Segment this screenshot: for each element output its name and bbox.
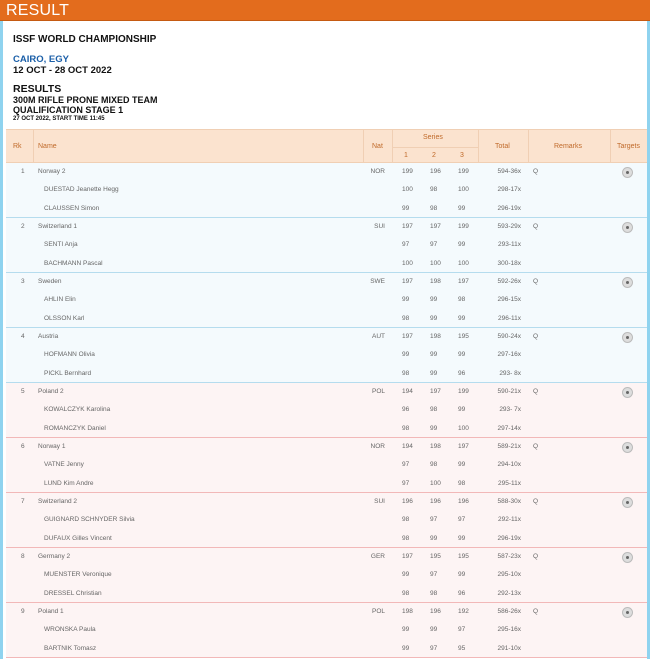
athlete-series-1: 99 (402, 626, 410, 634)
team-row (6, 328, 647, 346)
team-row (6, 163, 647, 181)
col-series-1: 1 (404, 152, 408, 159)
table-body (6, 163, 647, 658)
athlete-total: 293- 7x (499, 406, 521, 414)
col-name: Name (38, 143, 57, 150)
athlete-row (6, 640, 647, 658)
team-row-group (6, 163, 647, 218)
team-total: 593-29x (497, 223, 521, 230)
col-remarks: Remarks (554, 143, 583, 150)
team-series-2: 197 (430, 388, 441, 395)
team-series-3: 192 (458, 608, 469, 615)
athlete-series-1: 97 (402, 479, 410, 487)
athlete-series-3: 100 (458, 186, 469, 194)
team-name: Sweden (38, 278, 62, 285)
target-icon[interactable] (622, 607, 633, 618)
athlete-total: 293-11x (497, 241, 521, 249)
athlete-name: CLAUSSEN Simon (44, 204, 100, 212)
athlete-series-2: 98 (430, 204, 438, 212)
athlete-series-2: 99 (430, 626, 438, 634)
team-name: Poland 1 (38, 608, 64, 615)
athlete-row (6, 585, 647, 603)
target-icon[interactable] (622, 332, 633, 343)
athlete-series-2: 97 (430, 241, 438, 249)
athlete-row (6, 291, 647, 309)
team-row (6, 273, 647, 291)
stage-title: QUALIFICATION STAGE 1 (13, 105, 124, 115)
col-rank: Rk (13, 143, 22, 150)
athlete-series-3: 98 (458, 479, 466, 487)
athlete-row (6, 621, 647, 639)
athlete-total: 295-10x (497, 571, 521, 579)
start-time: 27 OCT 2022, START TIME 11:45 (13, 116, 105, 122)
team-remarks: Q (533, 553, 539, 560)
athlete-row (6, 566, 647, 584)
result-header (0, 0, 650, 21)
athlete-series-3: 99 (458, 571, 466, 579)
target-icon[interactable] (622, 552, 633, 563)
target-icon[interactable] (622, 277, 633, 288)
team-series-3: 199 (458, 388, 469, 395)
athlete-row (6, 181, 647, 199)
team-rank: 7 (21, 498, 25, 505)
athlete-series-2: 99 (430, 296, 438, 304)
team-nat: POL (371, 388, 385, 395)
team-name: Norway 2 (38, 168, 66, 175)
table-header (6, 129, 647, 163)
col-series-3: 3 (460, 152, 464, 159)
athlete-series-1: 98 (402, 424, 410, 432)
team-remarks: Q (533, 608, 539, 615)
athlete-series-2: 100 (430, 479, 441, 487)
athlete-series-1: 99 (402, 351, 410, 359)
team-rank: 9 (21, 608, 25, 615)
athlete-name: OLSSON Karl (44, 314, 85, 322)
team-series-3: 199 (458, 223, 469, 230)
col-nat: Nat (372, 143, 383, 150)
athlete-name: VATNE Jenny (44, 461, 84, 469)
team-nat: NOR (370, 443, 385, 450)
athlete-name: AHLIN Elin (44, 296, 76, 304)
athlete-row (6, 255, 647, 273)
team-name: Poland 2 (38, 388, 64, 395)
team-row (6, 603, 647, 621)
discipline-title: 300M RIFLE PRONE MIXED TEAM (13, 95, 158, 105)
team-name: Norway 1 (38, 443, 66, 450)
team-series-2: 198 (430, 333, 441, 340)
athlete-series-2: 97 (430, 571, 438, 579)
team-series-2: 197 (430, 223, 441, 230)
athlete-series-2: 99 (430, 351, 438, 359)
team-rank: 8 (21, 553, 25, 560)
target-icon[interactable] (622, 222, 633, 233)
team-rank: 6 (21, 443, 25, 450)
team-name: Austria (38, 333, 59, 340)
athlete-series-2: 99 (430, 314, 438, 322)
athlete-row (6, 475, 647, 493)
athlete-series-1: 98 (402, 369, 410, 377)
team-rank: 5 (21, 388, 25, 395)
athlete-name: WRONSKA Paula (44, 626, 96, 634)
team-series-1: 197 (402, 278, 413, 285)
athlete-total: 296-19x (497, 204, 521, 212)
athlete-row (6, 346, 647, 364)
team-total: 586-26x (497, 608, 521, 615)
team-rank: 3 (21, 278, 25, 285)
athlete-series-1: 97 (402, 461, 410, 469)
team-series-2: 198 (430, 443, 441, 450)
athlete-series-1: 99 (402, 296, 410, 304)
team-row (6, 493, 647, 511)
team-remarks: Q (533, 223, 539, 230)
athlete-series-1: 99 (402, 204, 410, 212)
team-series-2: 196 (430, 608, 441, 615)
athlete-total: 298-17x (497, 186, 521, 194)
athlete-name: HOFMANN Olivia (44, 351, 95, 359)
team-series-1: 197 (402, 333, 413, 340)
athlete-name: LUND Kim Andre (44, 479, 94, 487)
athlete-row (6, 511, 647, 529)
col-series: Series (423, 134, 443, 141)
athlete-total: 296-19x (497, 534, 521, 542)
results-label: RESULTS (13, 83, 62, 95)
team-total: 590-24x (497, 333, 521, 340)
athlete-series-3: 99 (458, 461, 466, 469)
col-targets: Targets (617, 143, 640, 150)
athlete-name: BARTNIK Tomasz (44, 644, 97, 652)
team-series-1: 198 (402, 608, 413, 615)
athlete-series-2: 97 (430, 644, 438, 652)
athlete-series-3: 99 (458, 204, 466, 212)
col-series-2: 2 (432, 152, 436, 159)
athlete-total: 297-14x (497, 424, 521, 432)
team-name: Switzerland 2 (38, 498, 78, 505)
athlete-total: 291-10x (497, 644, 521, 652)
athlete-name: SENTI Anja (44, 241, 78, 249)
event-header (13, 34, 613, 122)
team-series-1: 197 (402, 553, 413, 560)
athlete-row (6, 420, 647, 438)
athlete-series-1: 98 (402, 516, 410, 524)
team-row-group (6, 603, 647, 658)
athlete-name: MUENSTER Veronique (44, 571, 112, 579)
athlete-series-2: 98 (430, 589, 438, 597)
team-series-1: 194 (402, 388, 413, 395)
team-total: 592-26x (497, 278, 521, 285)
team-nat: AUT (372, 333, 385, 340)
team-row (6, 548, 647, 566)
athlete-series-1: 99 (402, 644, 410, 652)
athlete-name: BACHMANN Pascal (44, 259, 103, 267)
athlete-row (6, 456, 647, 474)
athlete-total: 296-15x (497, 296, 521, 304)
team-row-group (6, 218, 647, 273)
athlete-series-2: 98 (430, 406, 438, 414)
col-total: Total (495, 143, 510, 150)
result-title: RESULT (6, 2, 70, 19)
athlete-series-3: 98 (458, 296, 466, 304)
athlete-series-2: 99 (430, 534, 438, 542)
team-remarks: Q (533, 443, 539, 450)
athlete-series-1: 100 (402, 259, 413, 267)
target-icon[interactable] (622, 497, 633, 508)
athlete-series-3: 99 (458, 406, 466, 414)
event-dates: 12 OCT - 28 OCT 2022 (13, 65, 112, 76)
team-series-1: 196 (402, 498, 413, 505)
athlete-series-1: 98 (402, 314, 410, 322)
athlete-total: 296-11x (497, 314, 521, 322)
team-series-3: 197 (458, 443, 469, 450)
team-total: 590-21x (497, 388, 521, 395)
results-frame (0, 21, 650, 659)
athlete-series-3: 99 (458, 241, 466, 249)
athlete-series-3: 99 (458, 534, 466, 542)
team-series-3: 199 (458, 168, 469, 175)
team-total: 588-30x (497, 498, 521, 505)
team-nat: POL (371, 608, 385, 615)
team-rank: 1 (21, 168, 25, 175)
athlete-row (6, 401, 647, 419)
athlete-row (6, 310, 647, 328)
athlete-series-3: 99 (458, 351, 466, 359)
athlete-series-3: 95 (458, 644, 466, 652)
team-row-group (6, 273, 647, 328)
athlete-series-1: 99 (402, 571, 410, 579)
athlete-row (6, 530, 647, 548)
team-total: 589-21x (497, 443, 521, 450)
team-remarks: Q (533, 333, 539, 340)
athlete-row (6, 365, 647, 383)
athlete-name: DUFAUX Gilles Vincent (44, 534, 112, 542)
team-row-group (6, 548, 647, 603)
athlete-series-1: 98 (402, 534, 410, 542)
athlete-series-1: 96 (402, 406, 410, 414)
team-row (6, 383, 647, 401)
target-icon[interactable] (622, 387, 633, 398)
team-nat: SUI (374, 498, 385, 505)
athlete-series-3: 97 (458, 516, 466, 524)
athlete-total: 292-11x (497, 516, 521, 524)
team-row-group (6, 383, 647, 438)
team-series-2: 196 (430, 168, 441, 175)
athlete-series-2: 100 (430, 259, 441, 267)
athlete-series-3: 96 (458, 589, 466, 597)
team-series-3: 197 (458, 278, 469, 285)
athlete-total: 292-13x (497, 589, 521, 597)
athlete-name: GUIGNARD SCHNYDER Silvia (44, 516, 135, 524)
team-remarks: Q (533, 168, 539, 175)
target-icon[interactable] (622, 167, 633, 178)
target-icon[interactable] (622, 442, 633, 453)
team-rank: 4 (21, 333, 25, 340)
team-series-1: 197 (402, 223, 413, 230)
team-row (6, 218, 647, 236)
athlete-series-3: 96 (458, 369, 466, 377)
team-series-1: 199 (402, 168, 413, 175)
team-series-2: 195 (430, 553, 441, 560)
event-name: ISSF WORLD CHAMPIONSHIP (13, 34, 157, 45)
team-remarks: Q (533, 278, 539, 285)
athlete-series-1: 100 (402, 186, 413, 194)
team-nat: SWE (370, 278, 385, 285)
team-series-3: 195 (458, 333, 469, 340)
team-remarks: Q (533, 388, 539, 395)
team-nat: GER (370, 553, 385, 560)
athlete-series-2: 98 (430, 186, 438, 194)
team-row (6, 438, 647, 456)
athlete-series-1: 98 (402, 589, 410, 597)
team-series-1: 194 (402, 443, 413, 450)
team-series-2: 196 (430, 498, 441, 505)
athlete-series-2: 97 (430, 516, 438, 524)
athlete-series-2: 98 (430, 461, 438, 469)
team-row-group (6, 438, 647, 493)
team-row-group (6, 493, 647, 548)
athlete-total: 295-11x (497, 479, 521, 487)
team-series-3: 196 (458, 498, 469, 505)
athlete-name: KOWALCZYK Karolina (44, 406, 111, 414)
team-name: Switzerland 1 (38, 223, 78, 230)
team-row-group (6, 328, 647, 383)
athlete-series-2: 99 (430, 424, 438, 432)
athlete-total: 295-16x (497, 626, 521, 634)
team-series-2: 198 (430, 278, 441, 285)
athlete-name: ROMANCZYK Daniel (44, 424, 106, 432)
athlete-name: DUESTAD Jeanette Hegg (44, 186, 119, 194)
athlete-series-2: 99 (430, 369, 438, 377)
athlete-name: PICKL Bernhard (44, 369, 92, 377)
athlete-total: 297-16x (497, 351, 521, 359)
athlete-total: 294-10x (497, 461, 521, 469)
team-series-3: 195 (458, 553, 469, 560)
team-nat: NOR (370, 168, 385, 175)
athlete-total: 300-18x (497, 259, 521, 267)
team-nat: SUI (374, 223, 385, 230)
athlete-series-3: 97 (458, 626, 466, 634)
athlete-series-3: 100 (458, 424, 469, 432)
athlete-name: DRESSEL Christian (44, 589, 102, 597)
athlete-series-3: 100 (458, 259, 469, 267)
team-name: Germany 2 (38, 553, 71, 560)
team-total: 594-36x (497, 168, 521, 175)
team-remarks: Q (533, 498, 539, 505)
athlete-row (6, 236, 647, 254)
athlete-series-1: 97 (402, 241, 410, 249)
athlete-total: 293- 8x (499, 369, 521, 377)
event-venue: CAIRO, EGY (13, 54, 69, 65)
team-rank: 2 (21, 223, 25, 230)
team-total: 587-23x (497, 553, 521, 560)
athlete-row (6, 200, 647, 218)
athlete-series-3: 99 (458, 314, 466, 322)
results-table (6, 129, 647, 658)
